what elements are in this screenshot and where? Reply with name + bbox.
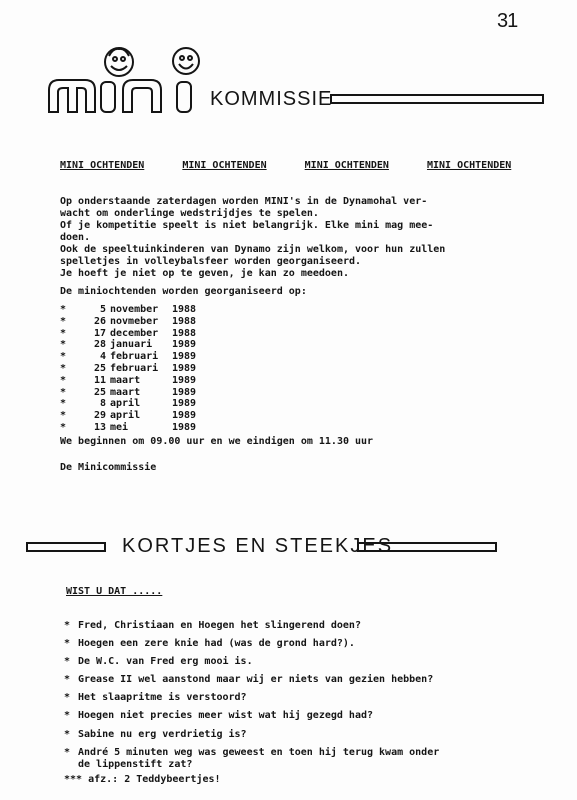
heading-item: MINI OCHTENDEN <box>182 160 267 171</box>
footer-signoff: *** afz.: 2 Teddybeertjes! <box>64 774 221 785</box>
intro-line: Je hoeft je niet op te geven, je kan zo meedoen. <box>60 268 349 279</box>
dates-label: De miniochtenden worden georganiseerd op: <box>60 286 307 297</box>
kommissie-label: KOMMISSIE <box>210 88 333 110</box>
date-month: mei <box>110 421 129 433</box>
date-row: * 25 februari 1989 <box>60 362 197 374</box>
date-day: 25 <box>93 386 106 398</box>
list-item: * André 5 minuten weg was geweest en toen hij terug kwam onder de lippenstift zat? <box>64 746 440 770</box>
date-year: 1989 <box>172 374 197 386</box>
intro-line: Ook de speeltuinkinderen van Dynamo zijn welkom, voor hun zullen <box>60 244 446 255</box>
date-month: februari <box>110 362 159 374</box>
kortjes-list <box>64 620 439 777</box>
date-year: 1989 <box>172 398 197 410</box>
intro-line: wacht om onderlinge wedstrijdjes te spelen. <box>60 208 319 219</box>
section-title: KORTJES EN STEEKJES <box>122 535 394 557</box>
heading-item: MINI OCHTENDEN <box>426 160 512 171</box>
date-day: 8 <box>99 398 106 410</box>
date-month: november <box>110 304 159 315</box>
list-item-text: Het slaapritme is verstoord? <box>78 692 247 704</box>
signature: De Minicommissie <box>60 462 157 473</box>
list-item: * Hoegen niet precies meer wist wat hij gezegd had? <box>64 710 374 722</box>
list-item-text: Sabine nu erg verdrietig is? <box>78 728 247 740</box>
date-row: * 8 april 1989 <box>60 398 197 410</box>
heading-item: MINI OCHTENDEN <box>304 160 389 171</box>
intro-line: spelletjes in volleybalsfeer worden georganiseerd. <box>60 256 362 267</box>
mini-ochtenden-heading <box>60 160 543 171</box>
list-item: * Hoegen een zere knie had (was de grond hard?). <box>64 638 355 650</box>
date-day: 28 <box>93 339 106 351</box>
list-item: * Het slaapritme is verstoord? <box>64 692 247 704</box>
date-year: 1989 <box>172 421 197 433</box>
date-month: maart <box>110 386 141 398</box>
date-row: * 13 mei 1989 <box>60 421 197 433</box>
date-year: 1988 <box>172 304 197 315</box>
times-line: We beginnen om 09.00 uur en we eindigen om 11.30 uur <box>60 436 374 447</box>
dates-list <box>60 304 196 434</box>
intro-line: Op onderstaande zaterdagen worden MINI's in de Dynamohal ver- <box>60 196 428 207</box>
date-day: 25 <box>93 362 106 374</box>
date-year: 1989 <box>172 386 197 398</box>
date-row: * 4 februari 1989 <box>60 351 197 363</box>
date-year: 1989 <box>172 351 197 363</box>
date-month: februari <box>110 351 159 363</box>
date-row: * 26 novmeber 1988 <box>60 315 197 327</box>
section-rule-right <box>357 542 497 552</box>
date-month: novmeber <box>110 315 159 327</box>
date-day: 5 <box>99 304 106 315</box>
heading-item: MINI OCHTENDEN <box>60 160 145 171</box>
intro-line: doen. <box>60 232 91 243</box>
date-day: 17 <box>93 327 106 339</box>
list-item: * De W.C. van Fred erg mooi is. <box>64 656 253 668</box>
header-rule <box>330 94 544 104</box>
date-year: 1989 <box>172 339 197 351</box>
date-row: * 11 maart 1989 <box>60 374 197 386</box>
date-row: * 5 november 1988 <box>60 304 197 315</box>
page-number: 31 <box>497 10 518 32</box>
list-item-text: Hoegen niet precies meer wist wat hij gezegd had? <box>78 710 374 722</box>
date-year: 1989 <box>172 362 197 374</box>
list-item: * Fred, Christiaan en Hoegen het slingerend doen? <box>64 620 361 631</box>
list-item-text: André 5 minuten weg was geweest en toen hij terug kwam onder de lippenstift zat? <box>78 746 440 770</box>
date-day: 29 <box>93 410 106 422</box>
date-year: 1988 <box>172 327 197 339</box>
list-item-text: De W.C. van Fred erg mooi is. <box>78 656 253 668</box>
date-month: december <box>110 327 159 339</box>
section-rule-left <box>26 542 106 552</box>
date-year: 1989 <box>172 410 197 422</box>
date-year: 1988 <box>172 315 197 327</box>
mini-logo <box>45 46 210 116</box>
date-row: * 29 april 1989 <box>60 410 197 422</box>
date-day: 26 <box>93 315 106 327</box>
date-row: * 28 januari 1989 <box>60 339 197 351</box>
date-day: 11 <box>93 374 106 386</box>
date-month: maart <box>110 374 141 386</box>
date-month: april <box>110 398 141 410</box>
date-month: januari <box>110 339 153 351</box>
date-row: * 17 december 1988 <box>60 327 197 339</box>
intro-line: Of je kompetitie speelt is niet belangrijk. Elke mini mag mee- <box>60 220 434 231</box>
date-day: 13 <box>93 421 106 433</box>
list-item-text: Fred, Christiaan en Hoegen het slingerend doen? <box>78 620 361 631</box>
date-day: 4 <box>99 351 106 363</box>
list-item: * Grease II wel aanstond maar wij er niets van gezien hebben? <box>64 674 434 686</box>
list-item: * Sabine nu erg verdrietig is? <box>64 728 247 740</box>
date-month: april <box>110 410 141 422</box>
list-item-text: Hoegen een zere knie had (was de grond hard?). <box>78 638 355 650</box>
list-item-text: Grease II wel aanstond maar wij er niets van gezien hebben? <box>78 674 434 686</box>
wist-u-dat-heading: WIST U DAT ..... <box>66 586 163 597</box>
date-row: * 25 maart 1989 <box>60 386 197 398</box>
